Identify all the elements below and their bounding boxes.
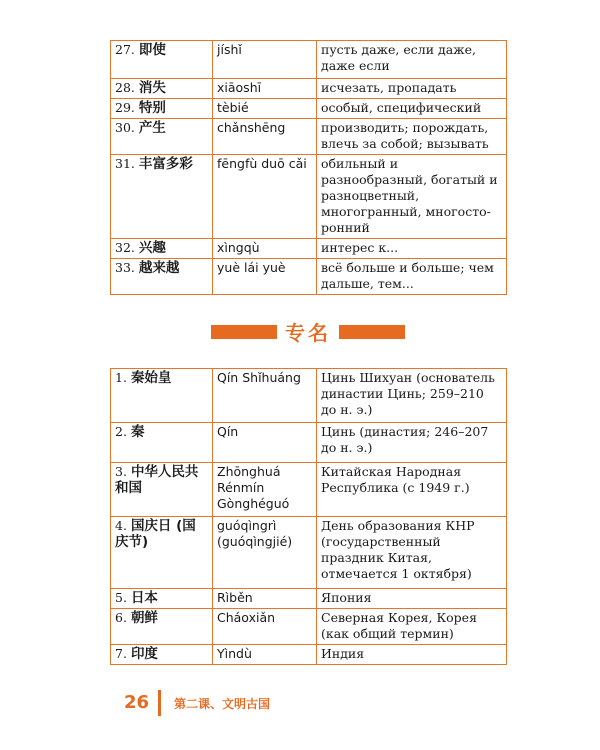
proper-names-table-body <box>111 369 507 665</box>
translation-cell: интерес к... <box>317 239 507 259</box>
table-row <box>111 239 507 259</box>
hanzi-term: 兴趣 <box>138 240 166 256</box>
hanzi-term: 印度 <box>130 646 158 662</box>
term-cell <box>111 239 213 259</box>
term-cell <box>111 79 213 99</box>
term-cell <box>111 369 213 423</box>
pinyin-cell: yuè lái yuè <box>213 259 317 295</box>
hanzi-term: 特别 <box>138 100 166 116</box>
banner-bar-right <box>339 325 405 339</box>
table-row <box>111 79 507 99</box>
table-row <box>111 517 507 589</box>
section-banner <box>211 320 405 346</box>
pinyin-cell: fēngfù duō cǎi <box>213 155 317 239</box>
pinyin-cell: tèbié <box>213 99 317 119</box>
vocabulary-table <box>110 40 507 295</box>
pinyin-cell: chǎnshēng <box>213 119 317 155</box>
translation-cell: всё больше и больше; чем дальше, тем... <box>317 259 507 295</box>
hanzi-term: 中华人民共和国 <box>115 464 199 496</box>
pinyin-cell: xìngqù <box>213 239 317 259</box>
translation-cell: пусть даже, если даже, даже если <box>317 41 507 79</box>
translation-cell: исчезать, пропадать <box>317 79 507 99</box>
vocabulary-table-body <box>111 41 507 295</box>
translation-cell: особый, специфический <box>317 99 507 119</box>
translation-cell: День образования КНР (государственный праздник Китая, отмечается 1 октября) <box>317 517 507 589</box>
row-number: 31. <box>115 156 135 171</box>
term-cell <box>111 41 213 79</box>
table-row <box>111 259 507 295</box>
table-row <box>111 609 507 645</box>
table-row <box>111 463 507 517</box>
pinyin-cell: xiāoshī <box>213 79 317 99</box>
row-number: 2. <box>115 424 127 439</box>
section-title: 专名 <box>285 321 331 345</box>
row-number: 5. <box>115 590 127 605</box>
row-number: 7. <box>115 646 127 661</box>
hanzi-term: 日本 <box>130 590 158 606</box>
translation-cell: Цинь Шихуан (основатель династии Цинь; 259–210 до н. э.) <box>317 369 507 423</box>
hanzi-term: 朝鲜 <box>130 610 158 626</box>
term-cell <box>111 517 213 589</box>
translation-cell: Китайская Народная Республика (с 1949 г.) <box>317 463 507 517</box>
term-cell <box>111 609 213 645</box>
pinyin-cell: Rìběn <box>213 589 317 609</box>
pinyin-cell: jíshǐ <box>213 41 317 79</box>
table-row <box>111 369 507 423</box>
page-number: 26 <box>124 692 150 713</box>
row-number: 27. <box>115 42 135 57</box>
table-row <box>111 119 507 155</box>
pinyin-cell: Cháoxiǎn <box>213 609 317 645</box>
pinyin-cell: Yìndù <box>213 645 317 665</box>
lesson-title: 第二课、文明古国 <box>174 697 271 711</box>
term-cell <box>111 155 213 239</box>
translation-cell: производить; порождать, влечь за собой; вызывать <box>317 119 507 155</box>
row-number: 4. <box>115 518 127 533</box>
table-row <box>111 99 507 119</box>
row-number: 6. <box>115 610 127 625</box>
term-cell <box>111 119 213 155</box>
term-cell <box>111 645 213 665</box>
translation-cell: Япония <box>317 589 507 609</box>
term-cell <box>111 463 213 517</box>
term-cell <box>111 259 213 295</box>
table-row <box>111 41 507 79</box>
table-row <box>111 423 507 463</box>
hanzi-term: 消失 <box>138 80 166 96</box>
pinyin-cell: Qín <box>213 423 317 463</box>
pinyin-cell: guóqìngrì (guóqìngjié) <box>213 517 317 589</box>
term-cell <box>111 423 213 463</box>
translation-cell: Цинь (династия; 246–207 до н. э.) <box>317 423 507 463</box>
translation-cell: Северная Корея, Корея (как общий термин) <box>317 609 507 645</box>
row-number: 28. <box>115 80 135 95</box>
row-number: 30. <box>115 120 135 135</box>
hanzi-term: 即使 <box>138 42 166 58</box>
row-number: 32. <box>115 240 135 255</box>
hanzi-term: 越来越 <box>138 260 180 276</box>
hanzi-term: 产生 <box>138 120 166 136</box>
term-cell <box>111 589 213 609</box>
banner-bar-left <box>211 325 277 339</box>
hanzi-term: 国庆日 (国庆节) <box>115 518 196 550</box>
table-row <box>111 155 507 239</box>
row-number: 1. <box>115 370 127 385</box>
translation-cell: обильный и разнообразный, богатый и разноцветный, многогранный, многосто-ронний <box>317 155 507 239</box>
hanzi-term: 秦始皇 <box>130 370 172 386</box>
hanzi-term: 丰富多彩 <box>138 156 193 172</box>
translation-cell: Индия <box>317 645 507 665</box>
pinyin-cell: Zhōnghuá Rénmín Gònghéguó <box>213 463 317 517</box>
row-number: 3. <box>115 464 127 479</box>
table-row <box>111 589 507 609</box>
hanzi-term: 秦 <box>130 424 145 440</box>
term-cell <box>111 99 213 119</box>
row-number: 29. <box>115 100 135 115</box>
table-row <box>111 645 507 665</box>
footer-divider <box>158 690 161 716</box>
row-number: 33. <box>115 260 135 275</box>
pinyin-cell: Qín Shǐhuáng <box>213 369 317 423</box>
proper-names-table <box>110 368 507 665</box>
